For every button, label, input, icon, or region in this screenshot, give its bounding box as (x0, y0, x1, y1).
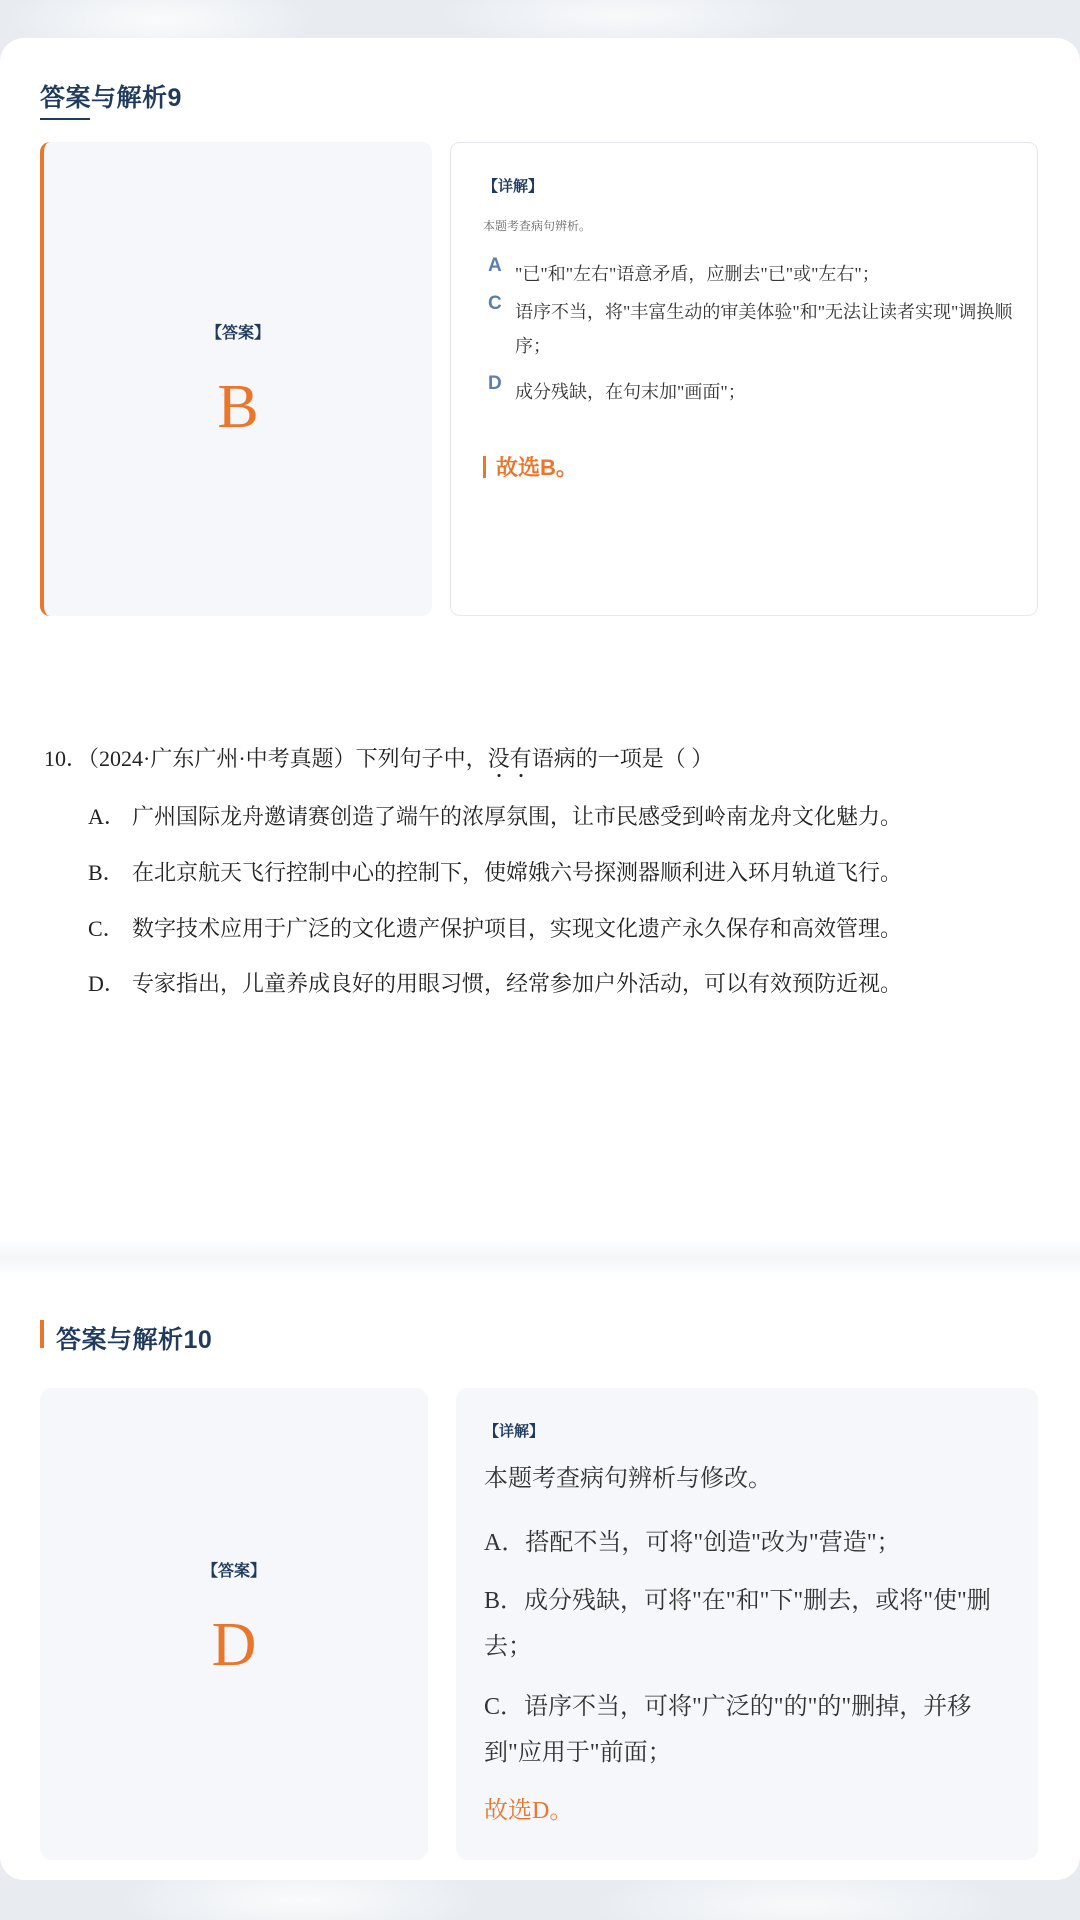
accent-bar (483, 456, 486, 478)
explanation-item: C．语序不当，可将"广泛的"的"的"删掉，并移到"应用于"前面； (484, 1694, 972, 1766)
item-letter: A (488, 255, 502, 276)
option-letter: A． (88, 804, 126, 829)
item-text: 语序不当，将"丰富生动的审美体验"和"无法让读者实现"调换顺序； (515, 302, 1013, 356)
accent-bar (40, 1320, 44, 1348)
answer-label: 【答案】 (205, 325, 270, 342)
conclusion (483, 451, 578, 482)
explanation-panel (456, 1388, 1038, 1860)
answer-panel (40, 1388, 428, 1860)
section-title: 答案与解析10 (56, 1326, 213, 1354)
explanation-intro: 本题考查病句辨析与修改。 (484, 1466, 772, 1492)
explanation-label: 【详解】 (484, 1423, 545, 1440)
item-text: "已"和"左右"语意矛盾，应删去"已"或"左右"； (515, 264, 880, 284)
section-title: 答案与解析9 (40, 84, 182, 112)
explanation-item: A．搭配不当，可将"创造"改为"营造"； (484, 1530, 901, 1556)
emphasis-char: 没 (487, 746, 510, 771)
explanation-panel (450, 142, 1038, 616)
answer-letter: D (211, 1611, 257, 1679)
stem-text: 10．（2024·广东广州·中考真题）下列句子中， (44, 746, 488, 771)
section-divider (0, 1238, 1080, 1278)
explanation-label: 【详解】 (483, 178, 544, 195)
answer-panel (40, 142, 432, 616)
question-stem (44, 742, 713, 773)
item-text: 成分残缺，在句末加"画面"； (515, 382, 746, 402)
option-text: 数字技术应用于广泛的文化遗产保护项目，实现文化遗产永久保存和高效管理。 (132, 916, 903, 941)
option-a (88, 800, 902, 831)
option-letter: C． (88, 916, 125, 941)
answer-label: 【答案】 (201, 1563, 266, 1580)
option-d (88, 967, 902, 998)
option-letter: B． (88, 860, 125, 885)
conclusion: 故选D。 (484, 1798, 574, 1824)
conclusion-text: 故选B。 (496, 455, 578, 480)
stem-text: 语病的一项是（ ） (531, 746, 714, 771)
emphasis-char: 有 (509, 746, 532, 771)
option-letter: D． (88, 971, 126, 996)
answer-letter: B (217, 373, 259, 441)
option-text: 广州国际龙舟邀请赛创造了端午的浓厚氛围，让市民感受到岭南龙舟文化魅力。 (132, 804, 903, 829)
option-b (88, 856, 902, 887)
option-text: 专家指出，儿童养成良好的用眼习惯，经常参加户外活动，可以有效预防近视。 (132, 971, 903, 996)
explanation-intro: 本题考查病句辨析。 (483, 219, 592, 233)
title-underline (40, 118, 90, 120)
option-c (88, 912, 902, 943)
item-letter: D (488, 373, 502, 394)
option-text: 在北京航天飞行控制中心的控制下，使嫦娥六号探测器顺利进入环月轨道飞行。 (132, 860, 903, 885)
item-letter: C (488, 293, 502, 314)
explanation-item: B．成分残缺，可将"在"和"下"删去，或将"使"删去； (484, 1588, 991, 1660)
